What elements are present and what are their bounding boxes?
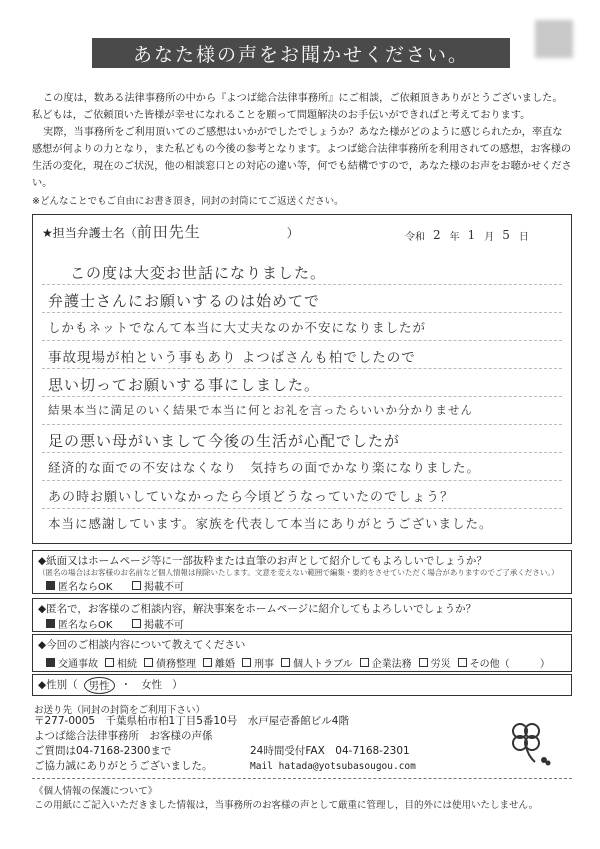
intro-paragraph-2: 実際，当事務所をご利用頂いてのご感想はいかがでしたでしょうか？あなた様がどのように感じられたか，率直な感想が何よりの力となり，また私どもの今後の参考となります。よつば総合法律事務所を利用されての感想，お客様の生活の変化，現在のご状況，他の相談窓口との対応の違い等，何でも結構ですので，あなた様のお声をお聴かせください。 [32, 127, 572, 189]
option-label: 匿名ならOK [58, 582, 113, 593]
ruled-line [42, 368, 562, 370]
handwritten-line: 本当に感謝しています。家族を代表して本当にありがとうございました。 [48, 516, 493, 531]
date-row [405, 228, 529, 243]
option-label: 労災 [430, 659, 451, 670]
option-criminal[interactable] [242, 655, 274, 670]
ruled-line [42, 508, 562, 510]
handwritten-line: 経済的な面での不安はなくなり 気持ちの面でかなり楽になりました。 [48, 460, 481, 475]
option-label: 個人トラブル [293, 659, 353, 670]
checkbox-checked-icon[interactable] [46, 581, 55, 590]
gender-male-circled[interactable]: 男性 [84, 677, 115, 694]
checkbox-icon[interactable] [281, 658, 290, 667]
gender-female[interactable]: 女性 [141, 679, 163, 691]
checkbox-checked-icon[interactable] [46, 658, 55, 667]
checkbox-icon[interactable] [144, 658, 153, 667]
handwritten-line: 事故現場が柏という事もあり よつばさんも柏でしたので [48, 350, 416, 366]
option-label: 掲載不可 [144, 620, 184, 631]
mailing-office: よつば総合法律事務所 お客様の声係 [34, 730, 213, 742]
mailing-email: Mail hatada@yotsubasougou.com [250, 761, 416, 772]
ruled-line [42, 284, 562, 286]
lawyer-label-close: ） [286, 226, 299, 240]
question-publish-note: （匿名の場合はお客様のお名前など個人情報は削除いたします。文意を変えない範囲で編集・要約をさせていただく場合がありますのでご了承ください。） [38, 568, 559, 577]
category-options [46, 655, 510, 670]
option-other-close: ） [540, 659, 550, 670]
option-publish-anonymous-ok[interactable] [46, 578, 112, 593]
mailing-title: お送り先（同封の封筒をご利用下さい） [34, 705, 206, 716]
ruled-line [42, 452, 562, 454]
intro-note: ※どんなことでもご自由にお書き頂き，同封の封筒にてご返送ください。 [32, 196, 344, 207]
checkbox-icon[interactable] [458, 658, 467, 667]
option-corporate[interactable] [360, 655, 412, 670]
mailing-address: 〒277-0005 千葉県柏市柏1丁目5番10号 水戸屋壱番館ビル4階 [34, 715, 349, 727]
date-year: 2 [433, 228, 442, 242]
option-case-not-allowed[interactable] [132, 616, 184, 631]
handwritten-line: 足の悪い母がいまして今後の生活が心配でしたが [48, 432, 401, 450]
option-label: 掲載不可 [144, 582, 184, 593]
option-label: 相続 [117, 659, 137, 670]
gender-separator: ・ [120, 679, 132, 691]
date-month-unit: 月 [484, 232, 495, 243]
gender-close: ） [172, 679, 183, 691]
checkbox-checked-icon[interactable] [46, 619, 55, 628]
ruled-line [42, 340, 562, 342]
option-label: 企業法務 [371, 659, 412, 670]
question-category: ◆今回のご相談内容について教えてください [38, 639, 246, 651]
option-other[interactable] [458, 655, 510, 670]
checkbox-icon[interactable] [132, 581, 141, 590]
checkbox-icon[interactable] [242, 658, 251, 667]
option-label: 債務整理 [156, 659, 196, 670]
handwritten-line: 弁護士さんにお願いするのは始めてで [48, 292, 321, 310]
option-inheritance[interactable] [105, 655, 137, 670]
mailing-phone: ご質問は04-7168-2300まで [34, 745, 172, 757]
option-debt[interactable] [144, 655, 196, 670]
checkbox-icon[interactable] [419, 658, 428, 667]
ruled-line [42, 480, 562, 482]
checkbox-icon[interactable] [105, 658, 114, 667]
divider-dashed [32, 778, 572, 779]
ruled-line [42, 396, 562, 398]
gender-label: ◆性別（ [38, 679, 78, 691]
privacy-text: この用紙にご記入いただきました情報は，当事務所のお客様の声として厳重に管理し，目的外には使用いたしません。 [34, 800, 539, 811]
option-divorce[interactable] [203, 655, 235, 670]
ruled-line [42, 424, 562, 426]
clover-logo-icon [502, 716, 554, 768]
option-personal-trouble[interactable] [281, 655, 353, 670]
date-era: 令和 [405, 232, 425, 243]
checkbox-icon[interactable] [360, 658, 369, 667]
handwritten-line: しかもネットでなんて本当に大丈夫なのか不安になりましたが [48, 320, 427, 335]
option-label: その他（ [469, 659, 510, 670]
gender-row [38, 677, 183, 694]
redacted-stamp [535, 20, 573, 58]
option-label: 交通事故 [58, 659, 98, 670]
mailing-thanks: ご協力誠にありがとうございました。 [34, 760, 213, 772]
lawyer-label-row [42, 224, 299, 242]
question-publish: ◆紙面又はホームページ等に一部抜粋または直筆のお声として紹介してもよろしいでしょうか？ [38, 555, 487, 567]
ruled-line [42, 312, 562, 314]
option-traffic-accident[interactable] [46, 655, 98, 670]
lawyer-label: ★担当弁護士名（ [42, 226, 137, 240]
option-label: 離婚 [215, 659, 235, 670]
handwritten-line: 結果本当に満足のいく結果で本当に何とお礼を言ったらいいか分かりません [48, 403, 473, 417]
option-label: 匿名ならOK [58, 620, 113, 631]
option-labor-accident[interactable] [419, 655, 451, 670]
mailing-fax: 24時間受付FAX 04-7168-2301 [250, 745, 410, 757]
checkbox-icon[interactable] [203, 658, 212, 667]
handwritten-line: あの時お願いしていなかったら今頃どうなっていたのでしょう？ [48, 490, 455, 505]
date-day-unit: 日 [518, 232, 529, 243]
date-year-unit: 年 [449, 232, 460, 243]
lawyer-name: 前田先生 [136, 223, 201, 241]
option-publish-not-allowed[interactable] [132, 578, 184, 593]
option-label: 刑事 [254, 659, 274, 670]
privacy-title: 《個人情報の保護について》 [34, 786, 158, 797]
intro-paragraph-1: この度は，数ある法律事務所の中から『よつば総合法律事務所』にご相談，ご依頼頂きありがとうございました。私どもは，ご依頼頂いた皆様が幸せになれることを願って問題解決のお手伝いができればと考えております。 [32, 93, 563, 121]
date-day: 5 [502, 228, 511, 242]
handwritten-line: この度は大変お世話になりました。 [70, 264, 327, 282]
checkbox-icon[interactable] [132, 619, 141, 628]
page-title: あなた様の声をお聞かせください。 [92, 38, 510, 68]
date-month: 1 [467, 228, 477, 242]
question-case: ◆匿名で，お客様のご相談内容，解決事案をホームページに紹介してもよろしいでしょうか？ [38, 603, 477, 615]
option-case-anonymous-ok[interactable] [46, 616, 112, 631]
handwritten-line: 思い切ってお願いする事にしました。 [48, 376, 321, 394]
